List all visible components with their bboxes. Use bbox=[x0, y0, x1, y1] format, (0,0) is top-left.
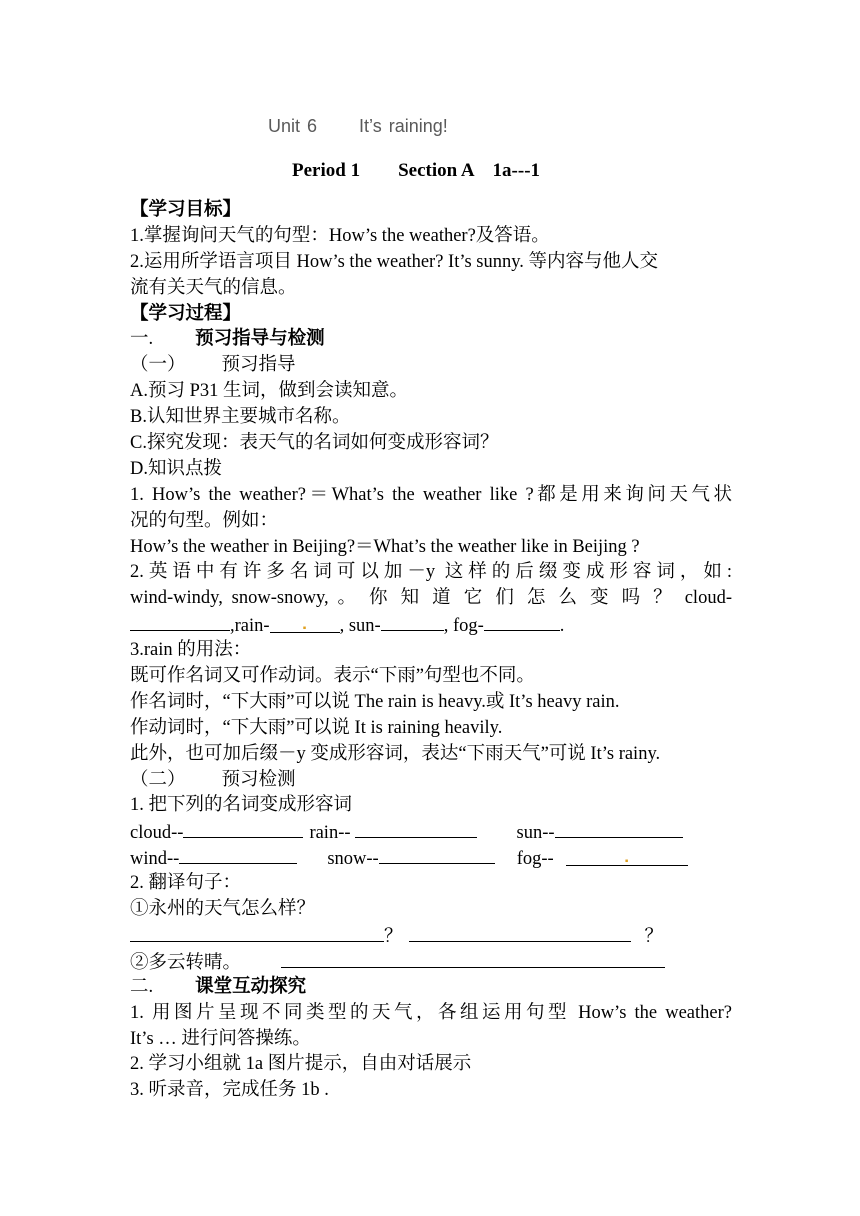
rain-usage-line: 作动词时，“下大雨”可以说 It is raining heavily. bbox=[130, 717, 503, 738]
question-mark: ？ bbox=[384, 926, 403, 947]
blank-q1-part1[interactable] bbox=[130, 923, 384, 942]
translate-q2: ②多云转晴。 bbox=[130, 952, 242, 973]
blank-rain-adj[interactable] bbox=[355, 819, 477, 838]
sub2-number: （二） bbox=[130, 769, 186, 790]
marker-dot: ▪ bbox=[624, 856, 629, 868]
sub1-heading bbox=[130, 353, 732, 379]
rain-usage-line: 3.rain 的用法： bbox=[130, 640, 252, 661]
blank-sun-adj[interactable] bbox=[555, 819, 683, 838]
blank-wind-adj[interactable] bbox=[179, 845, 297, 864]
class-line: 3. 听录音，完成任务 1b . bbox=[130, 1080, 329, 1101]
fill-label-sun: , sun- bbox=[339, 616, 381, 637]
guide-line: C.探究发现：表天气的名词如何变成形容词？ bbox=[130, 433, 499, 454]
rain-usage-line: 作名词时，“下大雨”可以说 The rain is heavy.或 It’s heavy rain. bbox=[130, 691, 620, 712]
blank-cloud-adj[interactable] bbox=[183, 819, 303, 838]
word-snow: snow-- bbox=[327, 849, 379, 870]
fill-label-fog: , fog- bbox=[443, 616, 484, 637]
question-mark: ？ bbox=[644, 926, 664, 947]
worksheet-body bbox=[130, 198, 732, 1104]
class-line: It’s … 进行问答操练。 bbox=[130, 1028, 311, 1049]
guide-line: B.认知世界主要城市名称。 bbox=[130, 407, 351, 428]
blank-q2[interactable] bbox=[281, 949, 665, 968]
blank-fog[interactable] bbox=[484, 612, 560, 631]
rain-usage-line: 此外，也可加后缀－y 变成形容词，表达“下雨天气”可说 It’s rainy. bbox=[130, 743, 661, 764]
part1-number: 一. bbox=[130, 329, 154, 350]
sub2-title: 预习检测 bbox=[221, 769, 296, 790]
guide-line: 2.英语中有许多名词可以加－y 这样的后缀变成形容词，如: bbox=[130, 562, 732, 583]
blank-snow-adj[interactable] bbox=[379, 845, 495, 864]
fill-end: . bbox=[559, 616, 565, 637]
check2-instruction: 2. 翻译句子： bbox=[130, 873, 242, 894]
blank-rain[interactable] bbox=[270, 614, 340, 633]
blank-cloud[interactable] bbox=[130, 612, 230, 631]
rain-usage-line: 既可作名词又可作动词。表示“下雨”句型也不同。 bbox=[130, 666, 535, 687]
objective-line: 2.运用所学语言项目 How’s the weather? It’s sunny. 等内容与他人交 bbox=[130, 251, 659, 272]
class-line: 2. 学习小组就 1a 图片提示，自由对话展示 bbox=[130, 1054, 472, 1075]
translate-q2-line bbox=[130, 949, 732, 975]
fill-label-rain: ,rain- bbox=[230, 616, 270, 637]
unit-title: Unit 6 It’s raining! bbox=[268, 116, 448, 136]
guide-line: 况的句型。例如： bbox=[130, 510, 279, 531]
objective-line: 流有关天气的信息。 bbox=[130, 277, 297, 298]
sub2-heading bbox=[130, 768, 732, 794]
check1-instruction: 1. 把下列的名词变成形容词 bbox=[130, 795, 353, 816]
guide-line: A.预习 P31 生词，做到会读知意。 bbox=[130, 381, 409, 402]
objective-line: 1.掌握询问天气的句型：How’s the weather?及答语。 bbox=[130, 225, 550, 246]
words-row bbox=[130, 819, 732, 845]
marker-dot: ▪ bbox=[302, 623, 307, 635]
words-row bbox=[130, 845, 732, 871]
word-fog: fog-- bbox=[516, 849, 554, 870]
translate-a1-line bbox=[130, 923, 732, 949]
process-heading: 【学习过程】 bbox=[130, 303, 242, 324]
blank-q1-part2[interactable] bbox=[409, 923, 631, 942]
word-sun: sun-- bbox=[516, 823, 555, 844]
class-line: 1. 用图片呈现不同类型的天气，各组运用句型 How’s the weather? bbox=[130, 1002, 732, 1023]
part1-title: 预习指导与检测 bbox=[195, 329, 325, 350]
blank-fog-adj[interactable] bbox=[566, 847, 688, 866]
word-rain: rain-- bbox=[309, 823, 351, 844]
part2-title: 课堂互动探究 bbox=[195, 976, 307, 997]
guide-line: How’s the weather in Beijing?＝What’s the weather like in Beijing ? bbox=[130, 536, 640, 557]
guide-line: D.知识点拨 bbox=[130, 458, 222, 479]
part1-heading bbox=[130, 327, 732, 353]
objectives-heading: 【学习目标】 bbox=[130, 200, 242, 220]
sub1-number: （一） bbox=[130, 355, 186, 376]
fill-blank-line bbox=[130, 612, 732, 638]
sub1-title: 预习指导 bbox=[221, 355, 296, 376]
part2-number: 二. bbox=[130, 976, 154, 997]
word-cloud: cloud-- bbox=[130, 823, 184, 844]
blank-sun[interactable] bbox=[381, 612, 444, 631]
word-wind: wind-- bbox=[130, 849, 180, 870]
guide-line: wind-windy, snow-snowy, 。 你 知 道 它 们 怎 么 变 吗 ？ cloud- bbox=[130, 588, 732, 609]
period-heading: Period 1 Section A 1a---1 bbox=[292, 160, 541, 181]
part2-heading bbox=[130, 975, 732, 1001]
guide-line: 1. How’s the weather?＝What’s the weather like ?都是用来询问天气状 bbox=[130, 484, 732, 505]
translate-q1: ①永州的天气怎么样？ bbox=[130, 899, 316, 920]
